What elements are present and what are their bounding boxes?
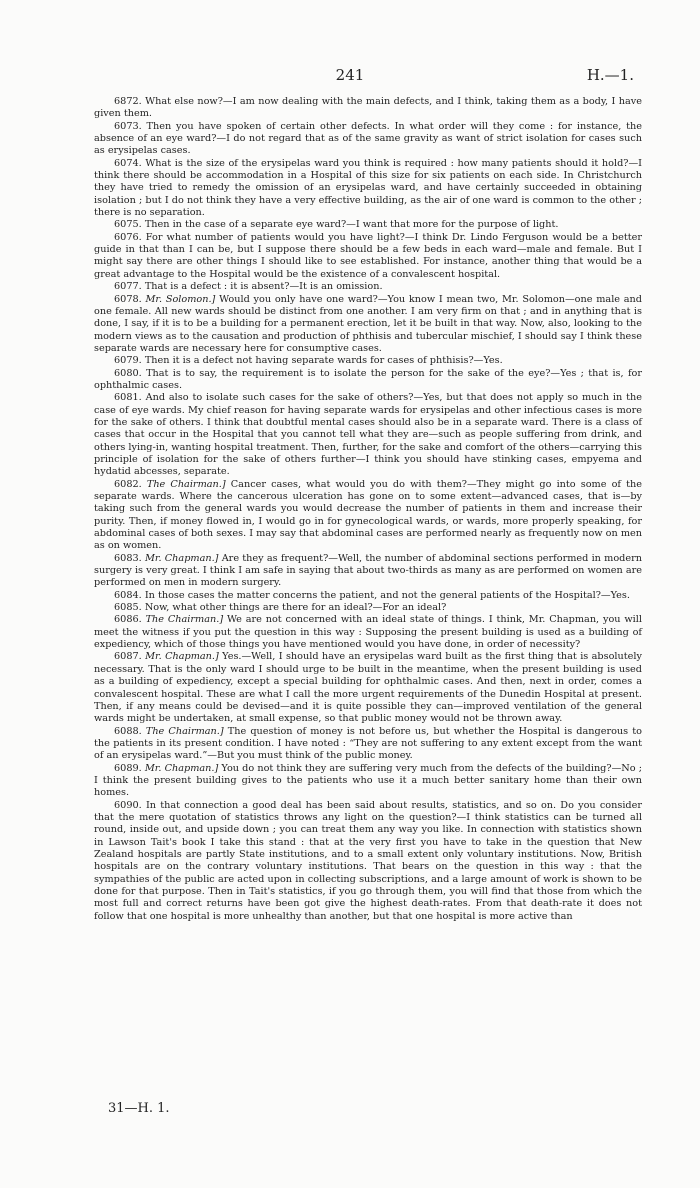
testimony-paragraph: [94, 763, 642, 800]
page-header: [0, 66, 700, 88]
speaker-name: Mr. Chapman.]: [145, 651, 219, 663]
question-number: 6088.: [114, 725, 142, 737]
testimony-paragraph: [94, 158, 642, 220]
paragraph-text: Yes.—Well, I should have an erysipelas ward built as the first thing that is absolutely necessary. That is the only ward I should urge to be built in the meantime, when the present building is used as a building of expediency, except a special building for ophthalmic cases. And then, next in order, comes a convalescent hospital. These are what I call the more urgent requirements of the Dunedin Hospital at present. Then, if any means could be devised—and it is quite possible they can—improved ventilation of the general wards might be undertaken, at small expense, so that public money would not be thrown away.: [94, 651, 642, 725]
document-reference: H.—1.: [586, 66, 634, 84]
testimony-paragraph: [94, 602, 642, 614]
testimony-paragraph: [94, 219, 642, 231]
speaker-name: The Chairman.]: [145, 725, 224, 737]
testimony-paragraph: [94, 392, 642, 478]
testimony-paragraph: [94, 651, 642, 725]
paragraph-text: You do not think they are suffering very much from the defects of the building?—No ; I think the present building gives to the patients who use it a much better sanitary home than their own homes.: [94, 762, 642, 799]
printer-signature: 31—H. 1.: [108, 1101, 170, 1116]
testimony-paragraph: [94, 232, 642, 281]
testimony-paragraph: [94, 96, 642, 121]
paragraph-text: 6080. That is to say, the requirement is to isolate the person for the sake of the eye?—Yes ; that is, for ophthalmic cases.: [94, 367, 642, 391]
paragraph-text: Cancer cases, what would you do with them?—They might go into some of the separate wards. Where the cancerous ulceration has gone on to some extent—advanced cases, that is—by taking such from the general wards you would decrease the number of patients in them and increase their purity. Then, if money flowed in, I would go in for gynecological wards, or wards, more properly speaking, for abdominal cases of both sexes. I may say that abdominal cases are performed nearly as frequently now on men as on women.: [94, 478, 642, 552]
testimony-paragraph: [94, 590, 642, 602]
body-text: [94, 96, 642, 923]
speaker-name: Mr. Chapman.]: [144, 552, 219, 564]
testimony-paragraph: [94, 281, 642, 293]
testimony-paragraph: [94, 800, 642, 923]
paragraph-text: We are not concerned with an ideal state of things. I think, Mr. Chapman, you will meet the witness if you put the question in this way : Supposing the present building is used as a building of expediency, which of those things you have mentioned would you have done, in order of necessity?: [94, 614, 642, 651]
paragraph-text: 6085. Now, what other things are there for an ideal?—For an ideal?: [114, 602, 447, 614]
speaker-name: The Chairman.]: [145, 614, 224, 626]
paragraph-text: Are they as frequent?—Well, the number of abdominal sections performed in modern surgery is very great. I think I am safe in saying that about two-thirds as many as are performed on women are performed on men in modern surgery.: [94, 552, 642, 589]
testimony-paragraph: [94, 553, 642, 590]
testimony-paragraph: [94, 294, 642, 356]
paragraph-text: 6073. Then you have spoken of certain other defects. In what order will they come : for instance, the absence of an eye ward?—I do not regard that as of the same gravity as want of strict isolation for cases such as erysipelas cases.: [94, 120, 642, 157]
speaker-name: The Chairman.]: [146, 478, 226, 490]
question-number: 6086.: [114, 614, 142, 626]
question-number: 6087.: [114, 651, 142, 663]
paragraph-text: 6872. What else now?—I am now dealing with the main defects, and I think, taking them as a body, I have given them.: [94, 96, 642, 120]
question-number: 6083.: [114, 552, 142, 564]
speaker-name: Mr. Chapman.]: [144, 762, 219, 774]
paragraph-text: 6077. That is a defect : it is absent?—It is an omission.: [114, 281, 383, 293]
testimony-paragraph: [94, 368, 642, 393]
paragraph-text: 6090. In that connection a good deal has been said about results, statistics, and so on. Do you consider that the mere quotation of statistics throws any light on the question?—I think statistics can be turned all round, inside out, and upside down ; you can treat them any way you like. In connection with statistics shown in Lawson Tait's book I take this stand : that at the very first you have to take in the question that New Zealand hospitals are partly State institutions, and to a small extent only voluntary institutions. Now, British hospitals are on the contrary voluntary institutions. That bears on the question in this way : that the sympathies of the public are acted upon in collecting subscriptions, and a large amount of work is shown to be done for that purpose. Then in Tait's statistics, if you go through them, you will find that those from which the most full and correct returns have been got give the highest death-rates. From that death-rate it does not follow that one hospital is more unhealthy than another, but that one hospital is more active than: [94, 799, 642, 922]
paragraph-text: 6076. For what number of patients would you have light?—I think Dr. Lindo Ferguson would be a better guide in that than I can be, but I suppose there should be a few beds in each ward—male and female. But I might say there are other things I should like to see established. For instance, another thing that would be a great advantage to the Hospital would be the existence of a convalescent hospital.: [94, 231, 642, 280]
question-number: 6082.: [114, 478, 142, 490]
testimony-paragraph: [94, 614, 642, 651]
question-number: 6089.: [114, 762, 142, 774]
question-number: 6078.: [114, 293, 142, 305]
testimony-paragraph: [94, 355, 642, 367]
speaker-name: Mr. Solomon.]: [145, 293, 216, 305]
paragraph-text: 6081. And also to isolate such cases for the sake of others?—Yes, but that does not apply so much in the case of eye wards. My chief reason for having separate wards for erysipelas and other infectious cases is more for the sake of others. I think that doubtful mental cases should also be in a separate ward. There is a class of cases that occur in the Hospital that you cannot tell what they are—such as people suffering from drink, and others lying-in, wanting hospital treatment. Then, further, for the sake and comfort of the others—carrying this principle of isolation for the sake of others further—I think you should have stinking cases, empyema and hydatid abcesses, separate.: [94, 392, 642, 478]
page-number: 241: [335, 66, 365, 84]
paragraph-text: 6075. Then in the case of a separate eye ward?—I want that more for the purpose of light.: [114, 219, 559, 231]
testimony-paragraph: [94, 121, 642, 158]
paragraph-text: Would you only have one ward?—You know I mean two, Mr. Solomon—one male and one female. All new wards should be distinct from one another. I am very firm on that ; and in anything that is done, I say, if it is to be a building for a permanent erection, let it be built in that way. Now, also, looking to the modern views as to the causation and production of phthisis and tubercular mischief, I should say I think these separate wards are necessary here for consumptive cases.: [94, 293, 642, 354]
paragraph-text: 6084. In those cases the matter concerns the patient, and not the general patients of the Hospital?—Yes.: [114, 589, 630, 601]
paragraph-text: The question of money is not before us, but whether the Hospital is dangerous to the patients in its present condition. I have noted : “They are not suffering to any extent except from the want of an erysipelas ward.”—But you must think of the public money.: [94, 725, 642, 762]
paragraph-text: 6079. Then it is a defect not having separate wards for cases of phthisis?—Yes.: [114, 355, 503, 367]
testimony-paragraph: [94, 726, 642, 763]
paragraph-text: 6074. What is the size of the erysipelas ward you think is required : how many patients should it hold?—I think there should be accommodation in a Hospital of this size for six patients on each side. In Christchurch they have tried to remedy the omission of an erysipelas ward, and have certainly succeeded in obtaining isolation ; but I do not think they have a very effective building, as the air of one ward is common to the other ; there is no separation.: [94, 157, 642, 219]
testimony-paragraph: [94, 479, 642, 553]
